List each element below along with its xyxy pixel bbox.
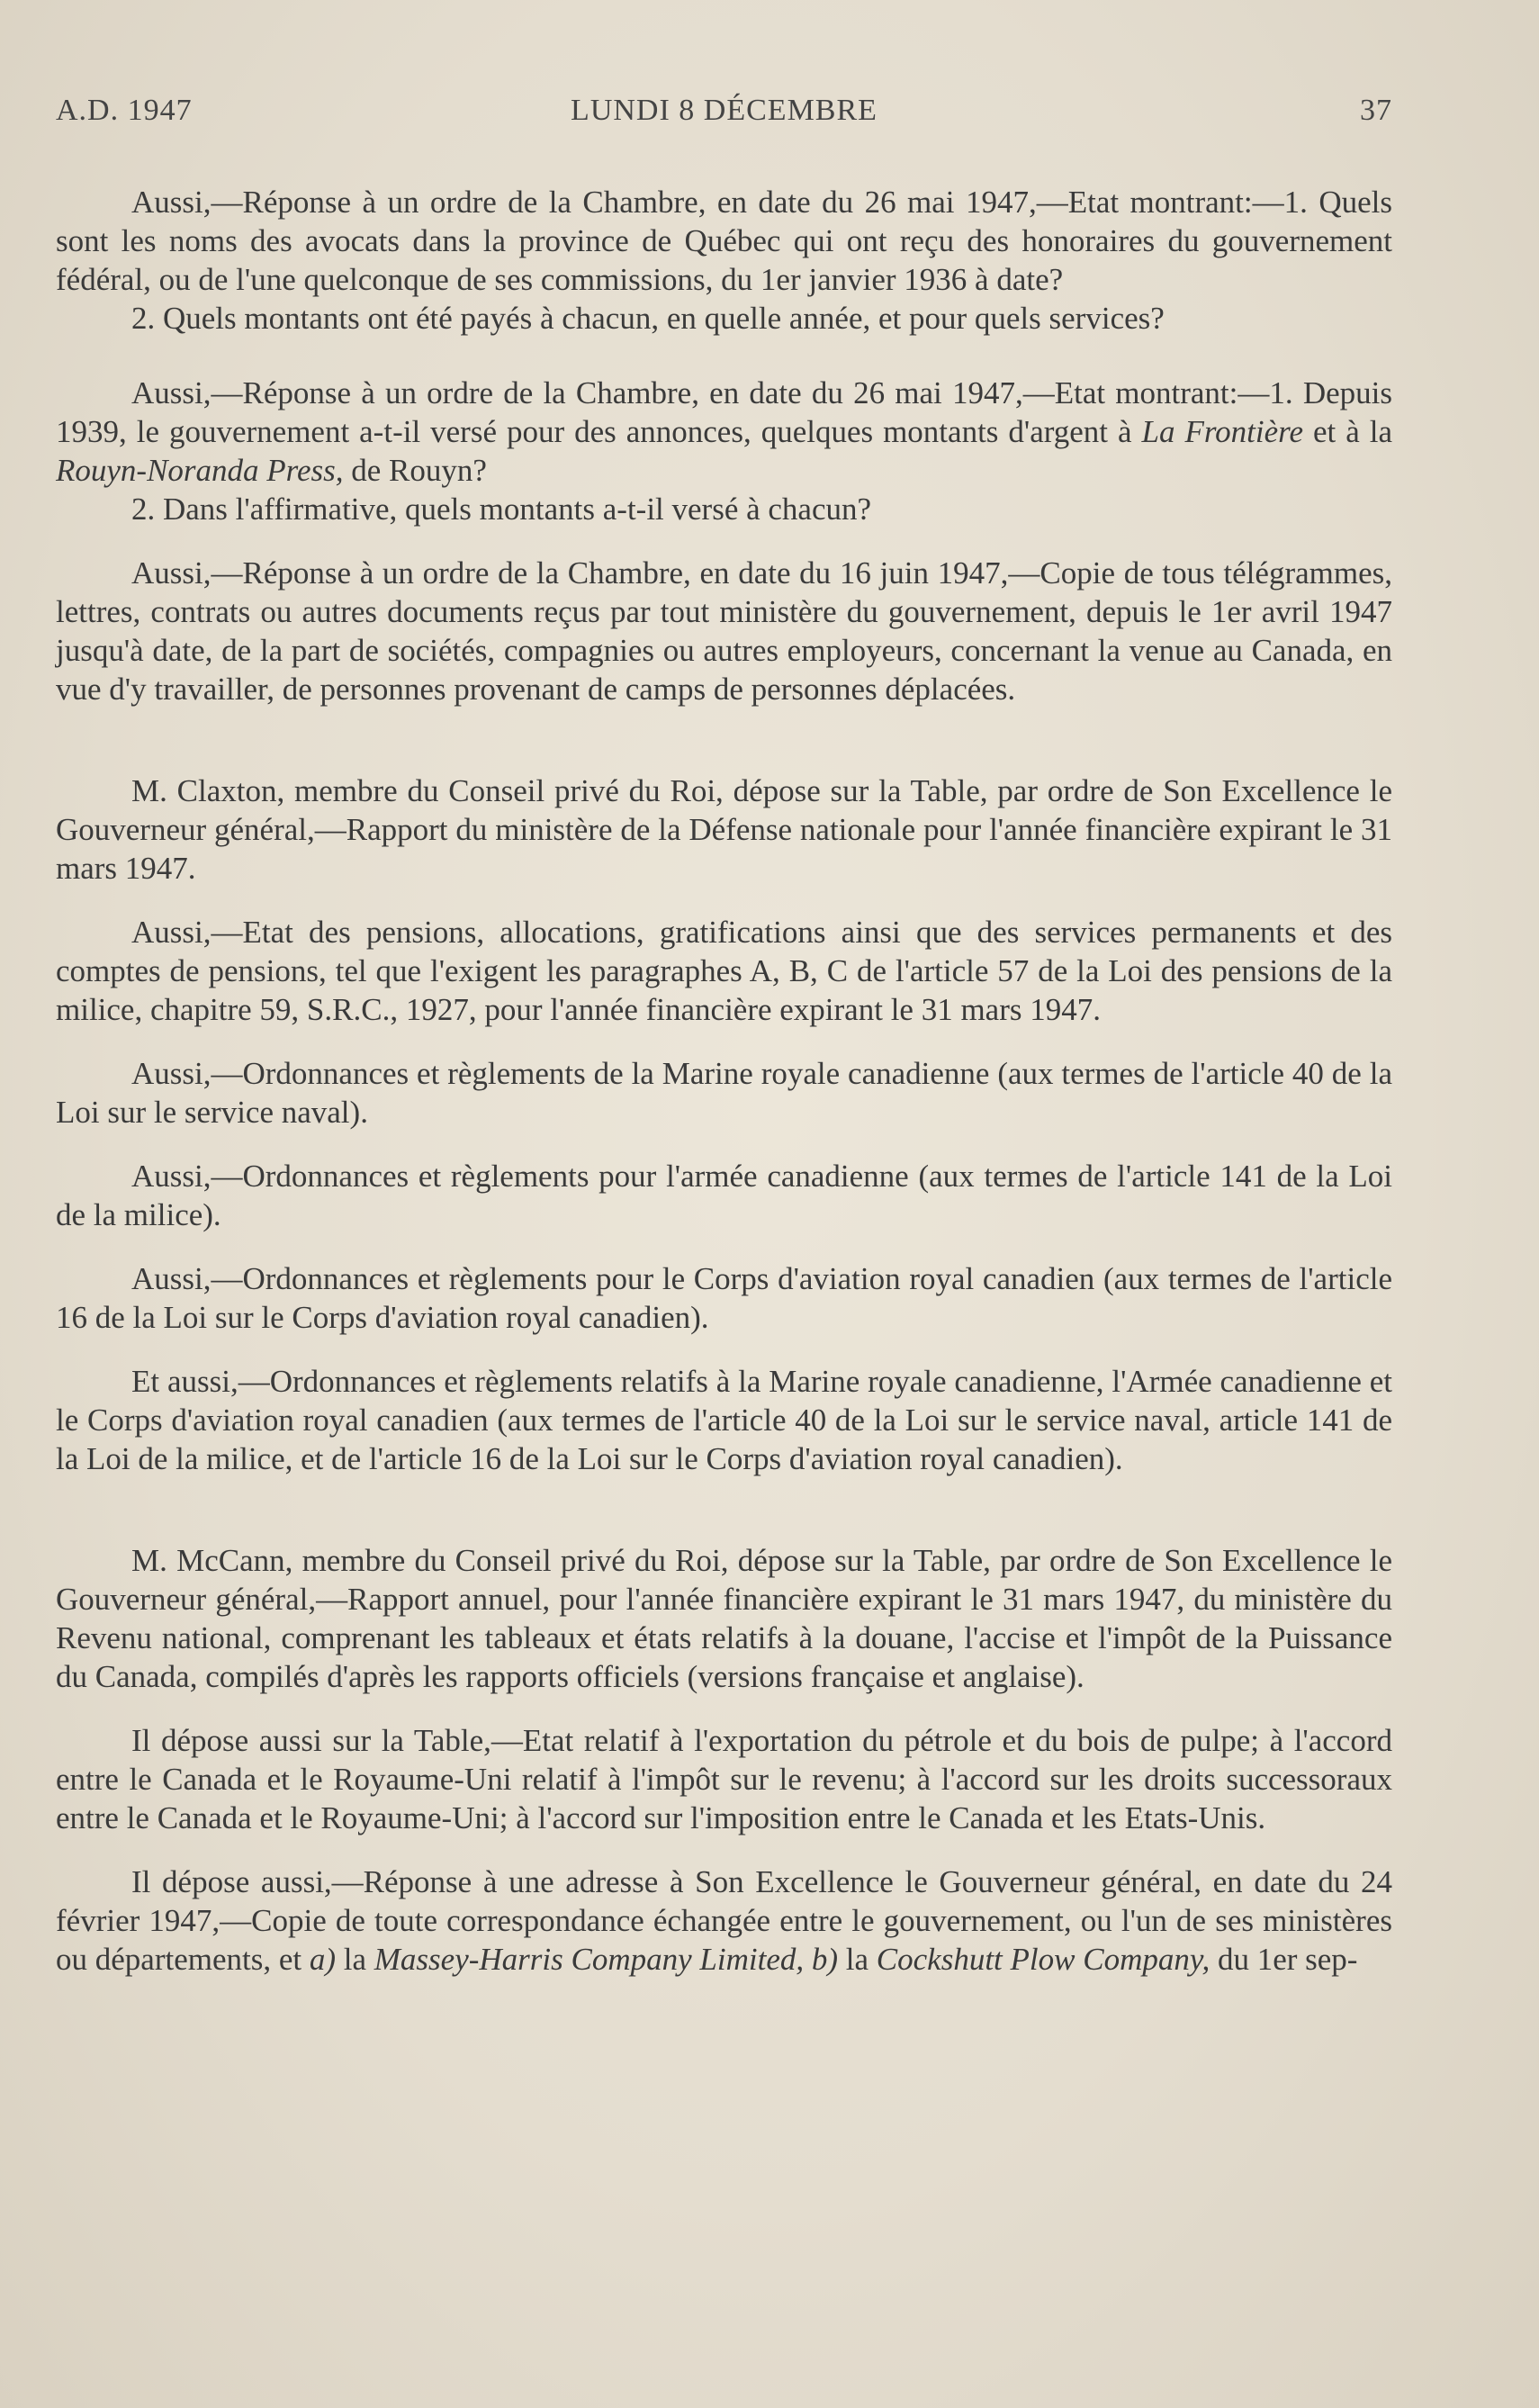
paragraph: Aussi,—Réponse à un ordre de la Chambre, en date du 26 mai 1947,—Etat montrant:—1. Depuis 1939, le gouvernement a-t-il versé pour des annonces, quelques montants d'argent à La Frontière et à la Rouyn-Noranda Press, de Rouyn? [56,375,1392,488]
paragraph: Aussi,—Ordonnances et règlements pour le Corps d'aviation royal canadien (aux termes de l'article 16 de la Loi sur le Corps d'aviation royal canadien). [56,1261,1392,1335]
paragraph: Il dépose aussi sur la Table,—Etat relatif à l'exportation du pétrole et du bois de pulpe; à l'accord entre le Canada et le Royaume-Uni relatif à l'impôt sur le revenu; à l'accord sur les droits successoraux entre le Canada et le Royaume-Uni; à l'accord sur l'imposition entre le Canada et les Etats-Unis. [56,1723,1392,1835]
paragraph: Il dépose aussi,—Réponse à une adresse à Son Excellence le Gouverneur général, en date du 24 février 1947,—Copie de toute correspondance échangée entre le gouvernement, ou l'un de ses ministères ou départements, et a) la Massey-Harris Company Limited, b) la Cockshutt Plow Company, du 1er sep- [56,1864,1392,1977]
paragraph: Et aussi,—Ordonnances et règlements relatifs à la Marine royale canadienne, l'Armée canadienne et le Corps d'aviation royal canadien (aux termes de l'article 40 de la Loi sur le service naval, article 141 de la Loi de la milice, et de l'article 16 de la Loi sur le Corps d'aviation royal canadien). [56,1364,1392,1476]
page-number: 37 [1360,94,1392,127]
paragraph: M. McCann, membre du Conseil privé du Roi, dépose sur la Table, par ordre de Son Excellence le Gouverneur général,—Rapport annuel, pour l'année financière expirant le 31 mars 1947, du ministère du Revenu national, comprenant les tableaux et états relatifs à la douane, l'accise et l'impôt de la Puissance du Canada, compilés d'après les rapports officiels (versions française et anglaise). [56,1543,1392,1694]
paragraph: Aussi,—Ordonnances et règlements pour l'armée canadienne (aux termes de l'article 141 de la Loi de la milice). [56,1159,1392,1232]
paragraph: 2. Quels montants ont été payés à chacun, en quelle année, et pour quels services? [131,301,1165,336]
paragraph: Aussi,—Etat des pensions, allocations, gratifications ainsi que des services permanents et des comptes de pensions, tel que l'exigent les paragraphes A, B, C de l'article 57 de la Loi des pensions de la milice, chapitre 59, S.R.C., 1927, pour l'année financière expirant le 31 mars 1947. [56,915,1392,1027]
page-header [56,94,1392,139]
paragraph: Aussi,—Ordonnances et règlements de la Marine royale canadienne (aux termes de l'article 40 de la Loi sur le service naval). [56,1056,1392,1130]
paragraph: M. Claxton, membre du Conseil privé du Roi, dépose sur la Table, par ordre de Son Excellence le Gouverneur général,—Rapport du ministère de la Défense nationale pour l'année financière expirant le 31 mars 1947. [56,773,1392,886]
header-date: LUNDI 8 DÉCEMBRE [571,94,878,127]
header-year: A.D. 1947 [56,94,193,127]
document-body [56,183,1392,1979]
paragraph: 2. Dans l'affirmative, quels montants a-t-il versé à chacun? [131,492,872,527]
paragraph: Aussi,—Réponse à un ordre de la Chambre, en date du 16 juin 1947,—Copie de tous télégrammes, lettres, contrats ou autres documents reçus par tout ministère du gouvernement, depuis le 1er avril 1947 jusqu'à date, de la part de sociétés, compagnies ou autres employeurs, concernant la venue au Canada, en vue d'y travailler, de personnes provenant de camps de personnes déplacées. [56,555,1392,707]
paragraph: Aussi,—Réponse à un ordre de la Chambre, en date du 26 mai 1947,—Etat montrant:—1. Quels sont les noms des avocats dans la province de Québec qui ont reçu des honoraires du gouvernement fédéral, ou de l'une quelconque de ses commissions, du 1er janvier 1936 à date? [56,185,1392,297]
